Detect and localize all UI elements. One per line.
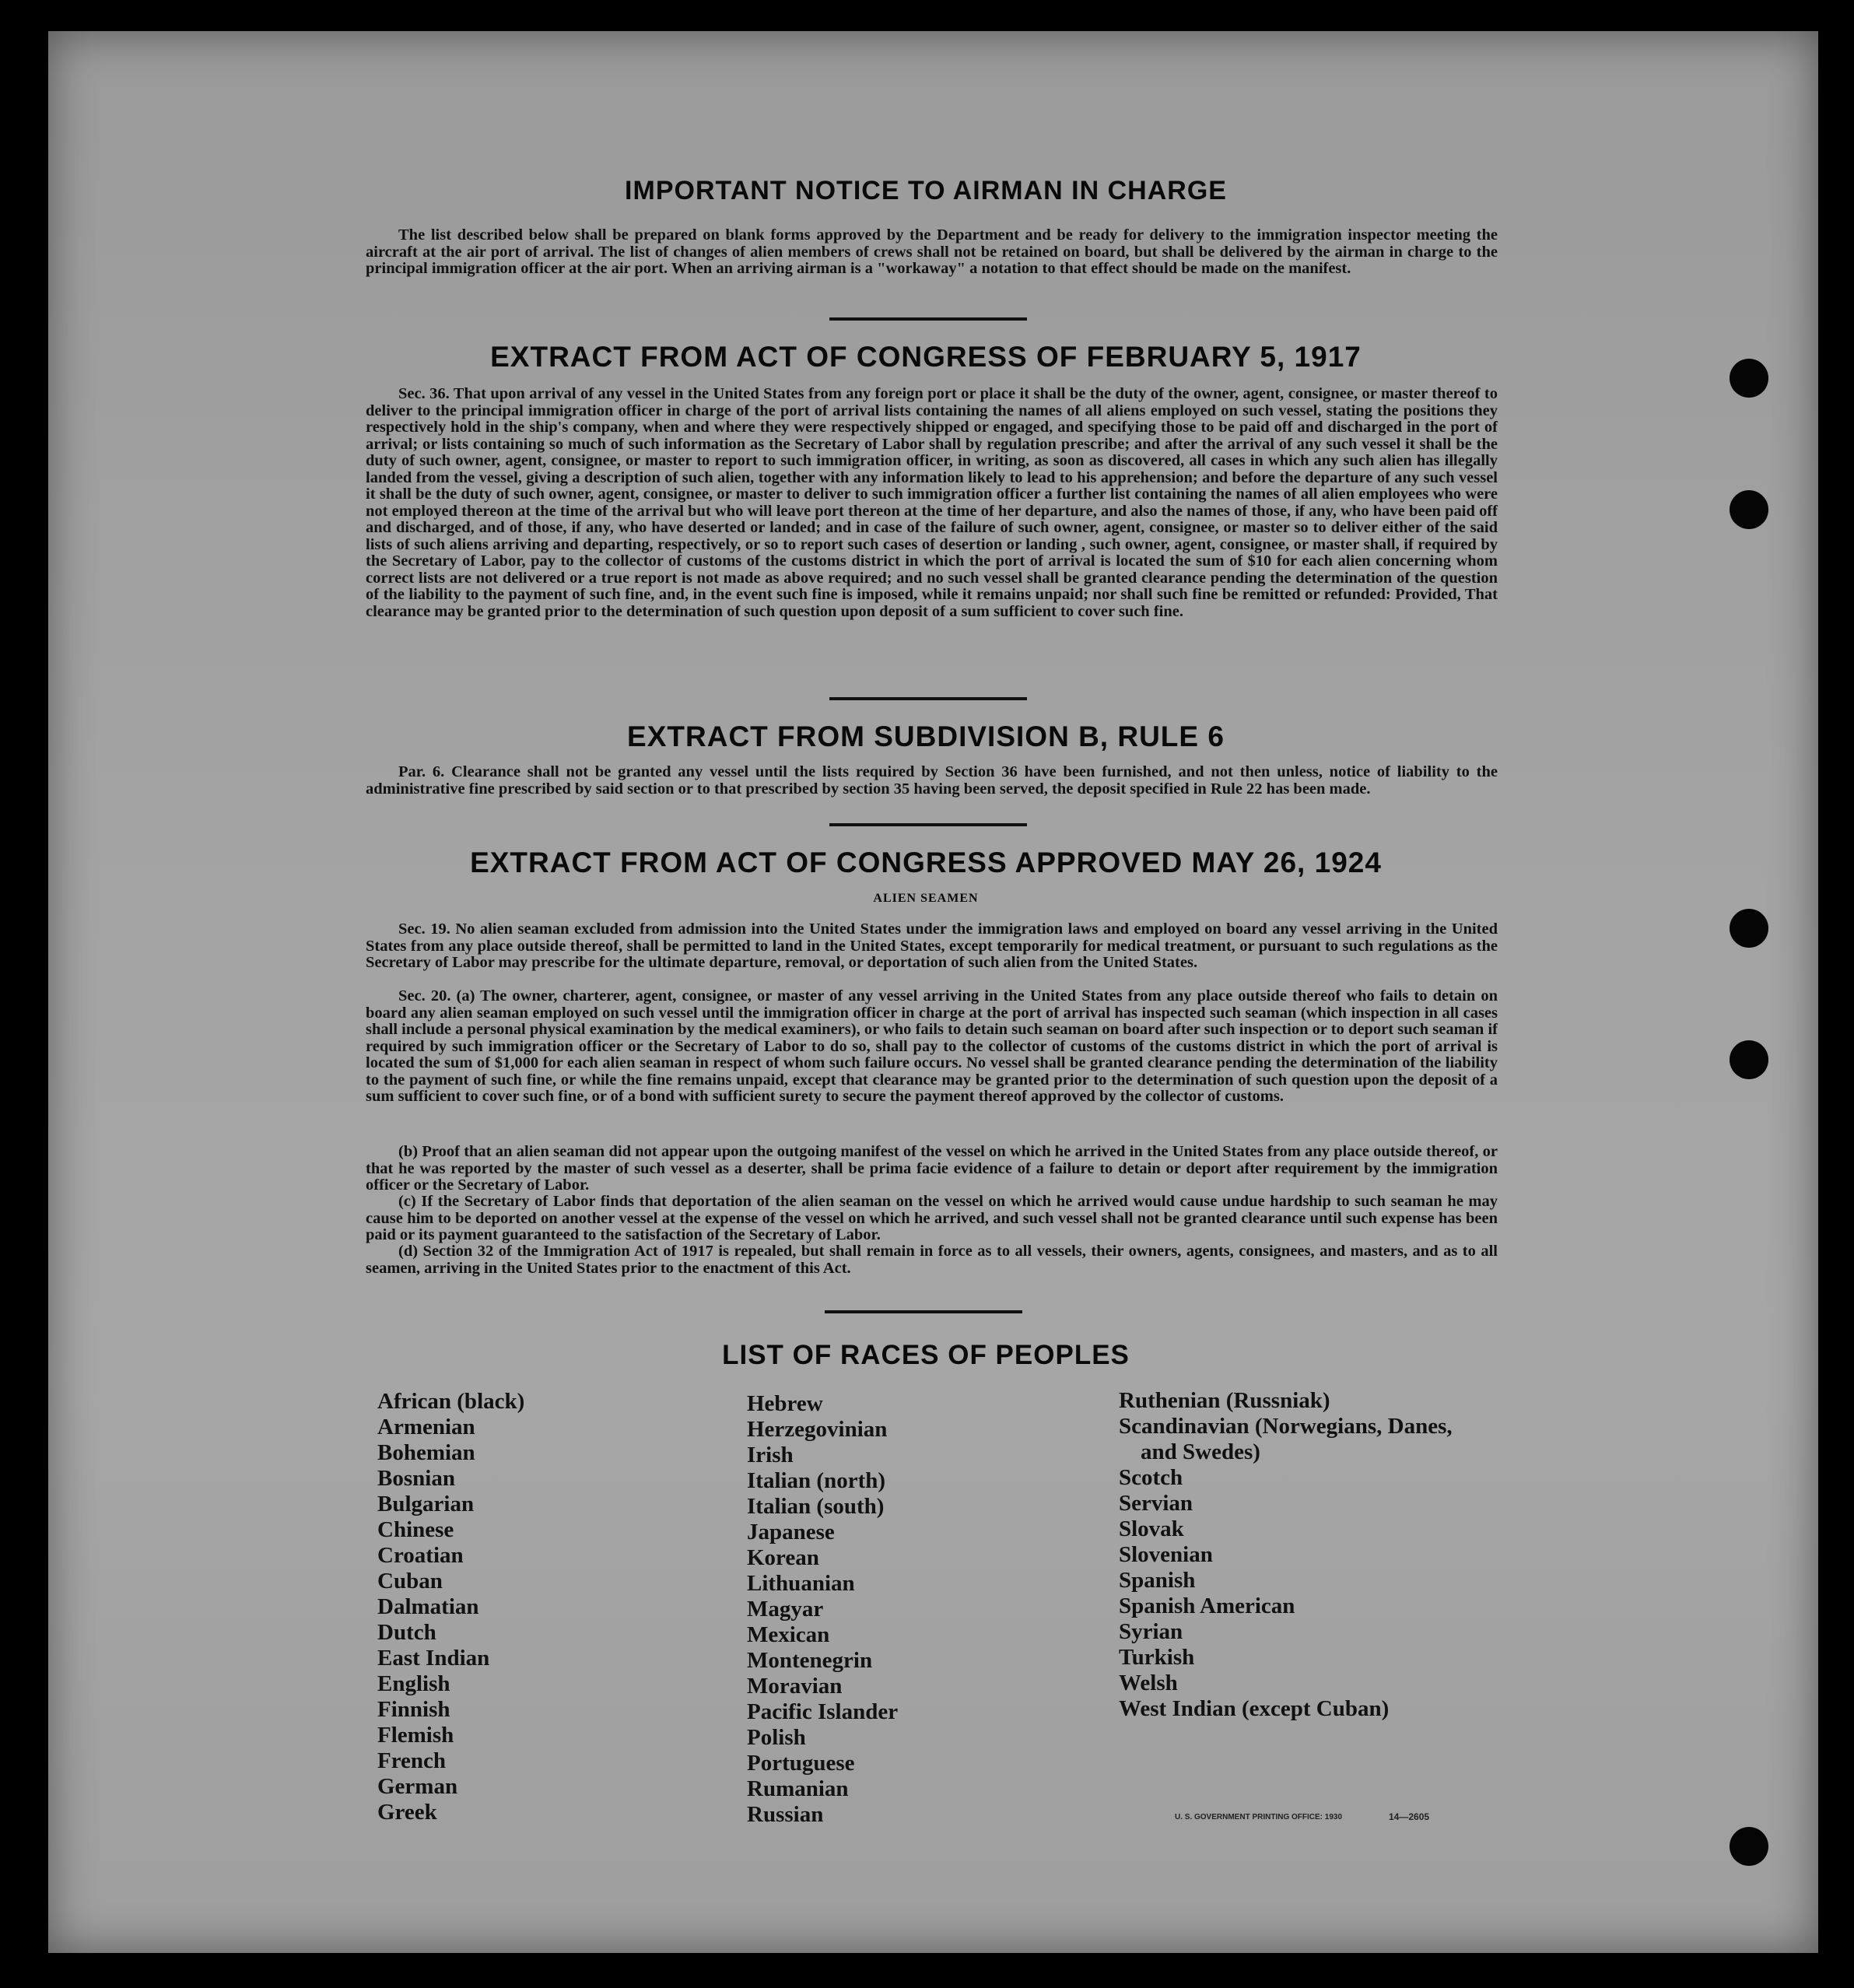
race-item: Dalmatian (377, 1594, 479, 1619)
race-item: Mexican (747, 1622, 830, 1647)
race-item: Croatian (377, 1543, 464, 1568)
race-item: Syrian (1119, 1619, 1183, 1644)
race-item: Finnish (377, 1697, 450, 1722)
divider (829, 697, 1027, 700)
race-item: Ruthenian (Russniak) (1119, 1388, 1330, 1413)
race-item: Portuguese (747, 1751, 855, 1776)
divider (829, 317, 1027, 321)
race-item: French (377, 1748, 447, 1773)
race-item: Servian (1119, 1491, 1193, 1516)
race-item: Bosnian (377, 1466, 455, 1491)
race-item: Irish (747, 1443, 794, 1467)
races-column-1 (377, 1389, 524, 1825)
race-item: Magyar (747, 1597, 824, 1622)
notice-body: The list described below shall be prepared on blank forms approved by the Department and be ready for delivery to the immigration inspector meeting the aircraft at the air port of arrival. The list of changes of alien members of crews shall not be retained on board, but shall be delivered by the airman in charge to the principal immigration officer at the air port. When an arriving airman is a "workaway" a notation to that effect should be made on the manifest. (366, 226, 1498, 277)
extract-1917-body: Sec. 36. That upon arrival of any vessel in the United States from any foreign port or place it shall be the duty of the owner, agent, consignee, or master thereof to deliver to the principal immigration officer in charge of the port of arrival lists containing the names of all aliens employed on such vessel, stating the positions they respectively hold in the ship's company, when and where they were respectively shipped or engaged, and specifying those to be paid off and discharged in the port of arrival; or lists containing so much of such information as the Secretary of Labor shall by regulation prescribe; and after the arrival of any such vessel it shall be the duty of such owner, agent, consignee, or master to report to such immigration officer, in writing, as soon as discovered, all cases in which any such alien has illegally landed from the vessel, giving a description of such alien, together with any information likely to lead to his apprehension; and before the departure of any such vessel it shall be the duty of such owner, agent, consignee, or master to deliver to such immigration officer a further list containing the names of all alien employees who were not employed thereon at the time of the arrival but who will leave port thereon at the time of her departure, and also the names of those, if any, who have been paid off and discharged, and of those, if any, who have deserted or landed; and in case of the failure of such owner, agent, consignee, or master so to deliver either of the said lists of such aliens arriving and departing, respectively, or so to report such cases of desertion or landing , such owner, agent, consignee, or master shall, if required by the Secretary of Labor, pay to the collector of customs of the customs district in which the port of arrival is located the sum of $10 for each alien concerning whom correct lists are not delivered or a true report is not made as above required; and no such vessel shall be granted clearance pending the determination of the question of the liability to the payment of such fine, and, in the event such fine is imposed, while it remains unpaid; nor shall such fine be remitted or refunded: Provided, That clearance may be granted prior to the determination of such question upon deposit of a sum sufficient to cover such fine. (366, 385, 1498, 620)
race-item: Bohemian (377, 1440, 475, 1465)
race-item: Moravian (747, 1674, 843, 1699)
race-item: Polish (747, 1725, 806, 1750)
race-item: Japanese (747, 1520, 835, 1544)
race-item: Korean (747, 1545, 819, 1570)
form-number: 14—2605 (1389, 1811, 1430, 1822)
race-item: Herzegovinian (747, 1417, 888, 1442)
race-item: African (black) (377, 1389, 525, 1414)
race-item: English (377, 1671, 450, 1696)
extract-rule6-heading: EXTRACT FROM SUBDIVISION B, RULE 6 (627, 721, 1225, 752)
races-heading: LIST OF RACES OF PEOPLES (722, 1340, 1130, 1370)
race-item: Pacific Islander (747, 1699, 899, 1724)
race-item: Cuban (377, 1569, 443, 1594)
race-item: Hebrew (747, 1391, 823, 1416)
race-item: Rumanian (747, 1776, 849, 1801)
race-item: Flemish (377, 1723, 454, 1748)
race-item: and Swedes) (1141, 1439, 1260, 1464)
race-item: German (377, 1774, 458, 1799)
race-item: Slovak (1119, 1516, 1184, 1541)
race-item: Italian (north) (747, 1468, 886, 1493)
race-item: West Indian (except Cuban) (1119, 1696, 1390, 1721)
races-column-2 (747, 1391, 898, 1828)
printer-imprint: U. S. GOVERNMENT PRINTING OFFICE: 1930 (1175, 1813, 1343, 1821)
extract-rule6-body: Par. 6. Clearance shall not be granted any vessel until the lists required by Section 36 have been furnished, and not then unless, notice of liability to the administrative fine prescribed by said section or to that prescribed by section 35 having been served, the deposit specified in Rule 22 has been made. (366, 763, 1498, 798)
race-item: Greek (377, 1800, 437, 1825)
race-item: Scotch (1119, 1465, 1183, 1490)
extract-1924-subheading: ALIEN SEAMEN (873, 892, 979, 905)
race-item: Spanish American (1119, 1594, 1295, 1618)
race-item: East Indian (377, 1646, 490, 1671)
race-item: Slovenian (1119, 1542, 1213, 1567)
divider (825, 1310, 1022, 1313)
extract-1924-sec20b: (b) Proof that an alien seaman did not appear upon the outgoing manifest of the vessel on which he arrived in the United States from any place outside thereof, or that he was reported by the master of such vessel as a deserter, shall be prima facie evidence of a failure to detain or deport after requirement by the immigration officer or the Secretary of Labor. (366, 1143, 1498, 1194)
notice-heading: IMPORTANT NOTICE TO AIRMAN IN CHARGE (625, 176, 1227, 205)
extract-1924-sec20c: (c) If the Secretary of Labor finds that deportation of the alien seaman on the vessel on which he arrived would cause undue hardship to such seaman he may cause him to be deported on another vessel at the expense of the vessel on which he arrived, and such vessel shall not be granted clearance until such expense has been paid or its payment guaranteed to the satisfaction of the Secretary of Labor. (366, 1193, 1498, 1243)
extract-1924-sec20a: Sec. 20. (a) The owner, charterer, agent, consignee, or master of any vessel arriving in the United States from any place outside thereof who fails to detain on board any alien seaman employed on such vessel until the immigration officer in charge at the port of arrival has inspected such seaman (which inspection in all cases shall include a personal physical examination by the medical examiners), or who fails to detain such seaman on board after such inspection or to deport such seaman if required by such immigration officer or the Secretary of Labor to do so, shall pay to the collector of customs of the customs district in which the port of arrival is located the sum of $1,000 for each alien seaman in respect of whom such failure occurs. No vessel shall be granted clearance pending the determination of the liability to the payment of such fine, or while the fine remains unpaid, except that clearance may be granted prior to the determination of such question upon the deposit of a sum sufficient to cover such fine, or of a bond with sufficient surety to secure the payment thereof approved by the collector of customs. (366, 987, 1498, 1105)
race-item: Welsh (1119, 1671, 1178, 1695)
races-column-3 (1119, 1388, 1453, 1722)
race-item: Montenegrin (747, 1648, 873, 1673)
race-item: Italian (south) (747, 1494, 885, 1519)
race-item: Bulgarian (377, 1492, 475, 1516)
race-item: Russian (747, 1802, 824, 1827)
extract-1917-heading: EXTRACT FROM ACT OF CONGRESS OF FEBRUARY 5, 1917 (490, 341, 1362, 373)
race-item: Turkish (1119, 1645, 1195, 1670)
extract-1924-heading: EXTRACT FROM ACT OF CONGRESS APPROVED MAY 26, 1924 (470, 847, 1382, 878)
race-item: Chinese (377, 1517, 454, 1542)
race-item: Armenian (377, 1415, 475, 1439)
race-item: Dutch (377, 1620, 436, 1645)
divider (829, 823, 1027, 826)
race-item: Scandinavian (Norwegians, Danes, (1119, 1414, 1453, 1439)
extract-1924-sec20d: (d) Section 32 of the Immigration Act of 1917 is repealed, but shall remain in force as to all vessels, their owners, agents, consignees, and masters, and as to all seamen, arriving in the United States prior to the enactment of this Act. (366, 1243, 1498, 1277)
race-item: Spanish (1119, 1568, 1196, 1593)
extract-1924-sec19: Sec. 19. No alien seaman excluded from admission into the United States under the immigration laws and employed on board any vessel arriving in the United States from any place outside thereof, shall be permitted to land in the United States, except temporarily for medical treatment, or pursuant to such regulations as the Secretary of Labor may prescribe for the ultimate departure, removal, or deportation of such alien from the United States. (366, 920, 1498, 971)
race-item: Lithuanian (747, 1571, 855, 1596)
